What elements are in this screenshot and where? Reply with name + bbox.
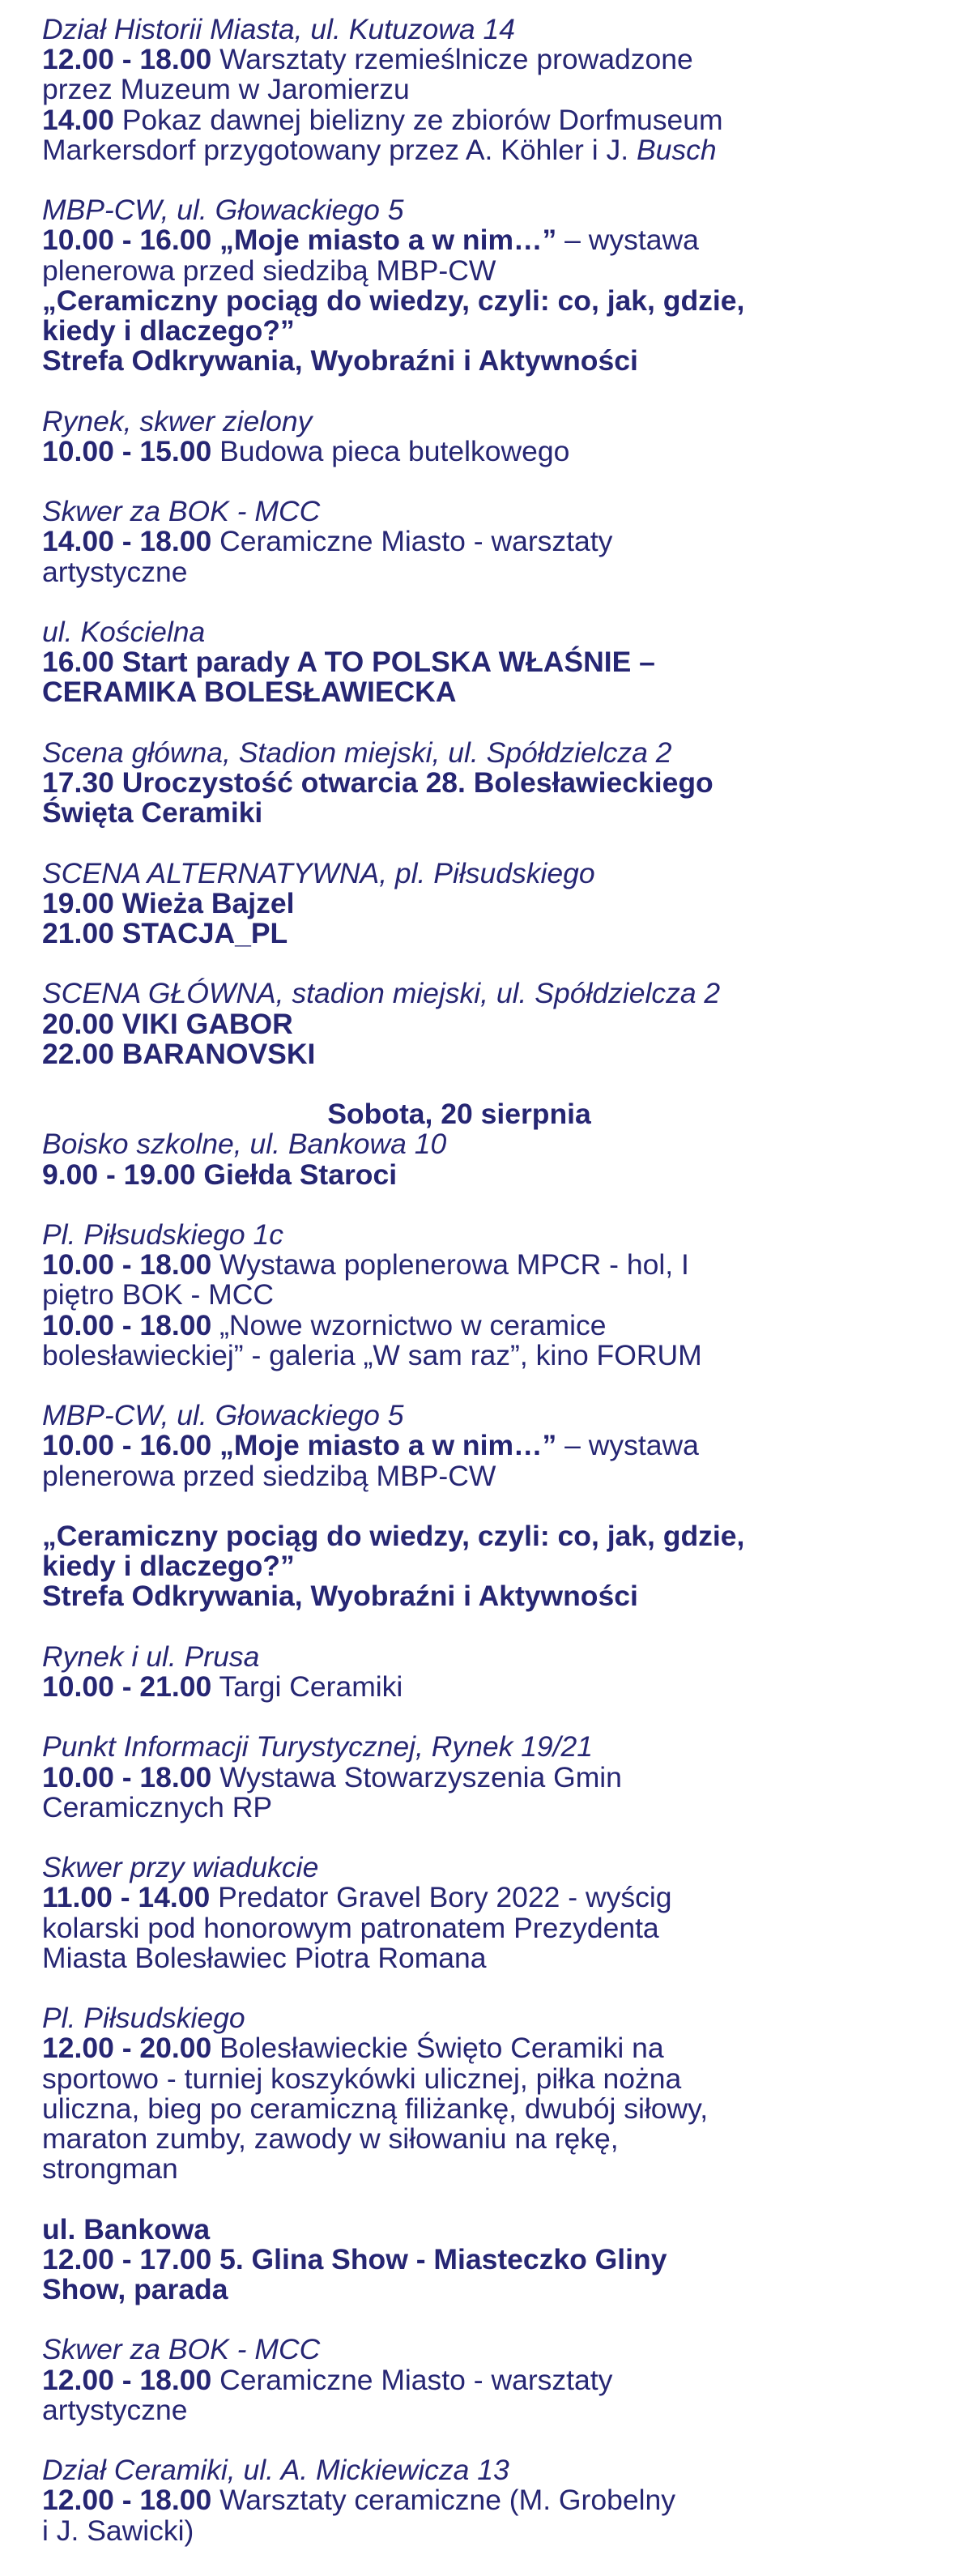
event-line <box>42 527 949 557</box>
event-block <box>42 2212 949 2305</box>
description-text: Pokaz dawnej bielizny ze zbiorów Dorfmuseum <box>113 103 723 136</box>
day-heading: Sobota, 20 sierpnia <box>327 1098 591 1131</box>
highlight-text: 12.00 - 18.00 <box>42 2363 212 2396</box>
event-line <box>42 1760 949 1793</box>
description-text: uliczna, bieg po ceramiczną filiżankę, dwubój siłowy, <box>42 2092 709 2125</box>
event-line <box>42 2272 949 2305</box>
event-block <box>42 1220 949 1371</box>
highlight-text: CERAMIKA BOLESŁAWIECKA <box>42 676 457 709</box>
event-line <box>42 617 949 647</box>
event-line <box>42 856 949 889</box>
description-text: „Nowe wzornictwo w ceramice <box>211 1308 607 1341</box>
description-text: i J. Sawicki) <box>42 2514 194 2547</box>
event-line <box>42 2455 949 2485</box>
location-text: Scena główna, Stadion miejski, ul. Spółdzielcza 2 <box>42 736 672 769</box>
description-text: artystyczne <box>42 2393 188 2426</box>
event-block <box>42 1129 949 1189</box>
event-line <box>42 256 949 286</box>
location-text: Rynek, skwer zielony <box>42 404 313 437</box>
description-text: Warsztaty rzemieślnicze prowadzone <box>211 43 693 76</box>
event-line <box>42 1883 949 1913</box>
location-text: Punkt Informacji Turystycznej, Rynek 19/21 <box>42 1730 594 1764</box>
event-block <box>42 1732 949 1823</box>
event-line <box>42 1521 949 1551</box>
description-text: Ceramiczne Miasto - warsztaty <box>211 525 613 558</box>
location-text: Boisko szkolne, ul. Bankowa 10 <box>42 1128 447 1161</box>
event-line <box>42 15 949 45</box>
highlight-text: „Ceramiczny pociąg do wiedzy, czyli: co, jak, gdzie, <box>42 284 745 317</box>
location-text: Dział Ceramiki, ul. A. Mickiewicza 13 <box>42 2454 509 2487</box>
event-line <box>42 1009 949 1039</box>
event-line <box>42 1551 949 1581</box>
event-line <box>42 286 949 316</box>
event-line <box>42 2124 949 2154</box>
event-program-document <box>42 15 949 2576</box>
event-line <box>42 1401 949 1431</box>
location-text: Rynek i ul. Prusa <box>42 1640 260 1673</box>
location-text: Pl. Piłsudskiego 1c <box>42 1218 283 1251</box>
highlight-text: 12.00 - 17.00 5. Glina Show - Miasteczko Gliny <box>42 2242 667 2275</box>
event-line <box>42 2064 949 2094</box>
description-text: – wystawa <box>556 1429 699 1462</box>
event-line <box>42 195 949 225</box>
highlight-text: 10.00 - 16.00 „Moje miasto a w nim…” <box>42 224 557 257</box>
event-line <box>42 404 949 437</box>
event-line <box>42 1853 949 1883</box>
description-text: – wystawa <box>556 224 699 257</box>
event-line <box>42 2395 949 2425</box>
event-line <box>42 557 949 587</box>
event-line <box>42 135 949 165</box>
event-line <box>42 497 949 527</box>
location-text: Pl. Piłsudskiego <box>42 2002 245 2035</box>
event-line <box>42 1943 949 1973</box>
event-block <box>42 617 949 708</box>
highlight-text: 22.00 BARANOVSKI <box>42 1037 316 1070</box>
event-block <box>42 1401 949 1491</box>
event-line <box>42 1160 949 1190</box>
highlight-text: 12.00 - 18.00 <box>42 43 212 76</box>
highlight-text: kiedy i dlaczego?” <box>42 1550 295 1583</box>
description-text: maraton zumby, zawody w siłowaniu na rękę, <box>42 2122 619 2155</box>
event-line <box>42 2516 949 2546</box>
highlight-text: Święta Ceramiki <box>42 796 263 830</box>
event-line <box>42 2094 949 2124</box>
event-block <box>42 979 949 1069</box>
highlight-text: 10.00 - 18.00 <box>42 1308 212 1341</box>
location-text: Skwer za BOK - MCC <box>42 2333 321 2366</box>
highlight-text: 19.00 Wieża Bajzel <box>42 886 295 919</box>
event-block <box>42 497 949 587</box>
description-text: Ceramicznych RP <box>42 1790 273 1823</box>
event-block <box>42 2335 949 2425</box>
highlight-text: 14.00 - 18.00 <box>42 525 212 558</box>
location-text: MBP-CW, ul. Głowackiego 5 <box>42 1399 404 1432</box>
event-line <box>42 316 949 346</box>
location-text: Skwer przy wiadukcie <box>42 1851 319 1884</box>
highlight-text: 20.00 VIKI GABOR <box>42 1007 293 1040</box>
event-line <box>42 225 949 255</box>
highlight-text: 10.00 - 16.00 „Moje miasto a w nim…” <box>42 1429 557 1462</box>
event-line <box>42 2335 949 2365</box>
description-text: plenerowa przed siedzibą MBP-CW <box>42 254 496 287</box>
event-line <box>42 768 949 798</box>
description-text: Predator Gravel Bory 2022 - wyścig <box>210 1881 672 1914</box>
highlight-text: „Ceramiczny pociąg do wiedzy, czyli: co, jak, gdzie, <box>42 1519 745 1552</box>
description-text: Miasta Bolesławiec Piotra Romana <box>42 1941 487 1974</box>
highlight-text: 14.00 <box>42 103 114 136</box>
event-block <box>42 856 949 949</box>
event-line <box>42 1308 949 1341</box>
event-line <box>42 2365 949 2395</box>
description-text: Wystawa Stowarzyszenia Gmin <box>211 1760 622 1793</box>
location-text: ul. Kościelna <box>42 616 206 648</box>
event-line <box>42 346 949 376</box>
highlight-text: 11.00 - 14.00 <box>42 1881 211 1914</box>
event-block <box>42 1521 949 1612</box>
highlight-text: 21.00 STACJA_PL <box>42 917 288 949</box>
event-block <box>42 2455 949 2546</box>
event-line <box>42 677 949 707</box>
event-line <box>42 1220 949 1250</box>
highlight-text: 10.00 - 18.00 <box>42 1248 212 1282</box>
highlight-text: kiedy i dlaczego?” <box>42 314 295 348</box>
highlight-text: 9.00 - 19.00 Giełda Staroci <box>42 1158 398 1191</box>
highlight-text: 10.00 - 21.00 <box>42 1670 212 1703</box>
location-text: Busch <box>636 133 717 166</box>
description-text: artystyczne <box>42 555 188 588</box>
description-text: kolarski pod honorowym patronatem Prezydenta <box>42 1911 659 1944</box>
event-line <box>42 2212 949 2245</box>
highlight-text: Show, parada <box>42 2272 228 2305</box>
event-line <box>42 1250 949 1280</box>
highlight-text: 12.00 - 20.00 <box>42 2032 212 2065</box>
event-line <box>42 75 949 104</box>
event-line <box>42 1039 949 1069</box>
event-line <box>42 2485 949 2515</box>
highlight-text: Strefa Odkrywania, Wyobraźni i Aktywności <box>42 344 638 377</box>
event-line <box>42 1581 949 1611</box>
event-line <box>42 886 949 919</box>
highlight-text: 16.00 Start parady A TO POLSKA WŁAŚNIE – <box>42 646 655 679</box>
highlight-text: 12.00 - 18.00 <box>42 2484 212 2517</box>
description-text: strongman <box>42 2152 178 2186</box>
description-text: Markersdorf przygotowany przez A. Köhler i J. <box>42 133 637 166</box>
location-text: Dział Historii Miasta, ul. Kutuzowa 14 <box>42 13 515 45</box>
description-text: plenerowa przed siedzibą MBP-CW <box>42 1459 496 1492</box>
event-line <box>42 919 949 949</box>
description-text: sportowo - turniej koszykówki ulicznej, piłka nożna <box>42 2062 682 2095</box>
description-text: przez Muzeum w Jaromierzu <box>42 73 410 106</box>
event-block <box>42 1853 949 1973</box>
event-block <box>42 15 949 165</box>
event-block <box>42 2003 949 2184</box>
location-text: SCENA GŁÓWNA, stadion miejski, ul. Spółdzielcza 2 <box>42 977 721 1010</box>
event-line <box>42 979 949 1009</box>
event-line <box>42 1431 949 1461</box>
event-line <box>42 647 949 677</box>
event-block <box>42 404 949 467</box>
highlight-text: 10.00 - 15.00 <box>42 434 212 467</box>
highlight-text: ul. Bankowa <box>42 2212 211 2245</box>
event-line <box>42 1672 949 1702</box>
description-text: Budowa pieca butelkowego <box>211 434 570 467</box>
event-line <box>42 1338 949 1371</box>
event-line <box>42 1913 949 1943</box>
event-line <box>42 2154 949 2184</box>
description-text: Wystawa poplenerowa MPCR - hol, I <box>211 1248 689 1282</box>
highlight-text: Strefa Odkrywania, Wyobraźni i Aktywności <box>42 1580 638 1613</box>
event-block <box>42 738 949 829</box>
location-text: MBP-CW, ul. Głowackiego 5 <box>42 194 404 227</box>
event-line <box>42 2242 949 2275</box>
event-block <box>42 1642 949 1702</box>
description-text: Bolesławieckie Święto Ceramiki na <box>211 2032 664 2065</box>
event-line <box>42 738 949 768</box>
event-line <box>42 2033 949 2063</box>
description-text: bolesławieckiej” - galeria „W sam raz”, kino FORUM <box>42 1338 702 1371</box>
description-text: Ceramiczne Miasto - warsztaty <box>211 2363 613 2396</box>
description-text: Warsztaty ceramiczne (M. Grobelny <box>211 2484 675 2517</box>
location-text: SCENA ALTERNATYWNA, pl. Piłsudskiego <box>42 856 595 889</box>
event-line <box>42 798 949 828</box>
event-line <box>42 1129 949 1159</box>
event-block <box>42 195 949 376</box>
event-line <box>42 1461 949 1491</box>
description-text: Targi Ceramiki <box>211 1670 403 1703</box>
event-line <box>42 434 949 467</box>
event-line <box>42 1280 949 1310</box>
event-line <box>42 1790 949 1823</box>
highlight-text: 17.30 Uroczystość otwarcia 28. Bolesławieckiego <box>42 766 714 799</box>
highlight-text: 10.00 - 18.00 <box>42 1760 212 1793</box>
event-line <box>42 1642 949 1672</box>
description-text: piętro BOK - MCC <box>42 1278 275 1311</box>
event-line <box>42 105 949 135</box>
event-line <box>42 45 949 75</box>
event-line <box>42 1732 949 1762</box>
event-line <box>42 2003 949 2033</box>
location-text: Skwer za BOK - MCC <box>42 495 321 528</box>
